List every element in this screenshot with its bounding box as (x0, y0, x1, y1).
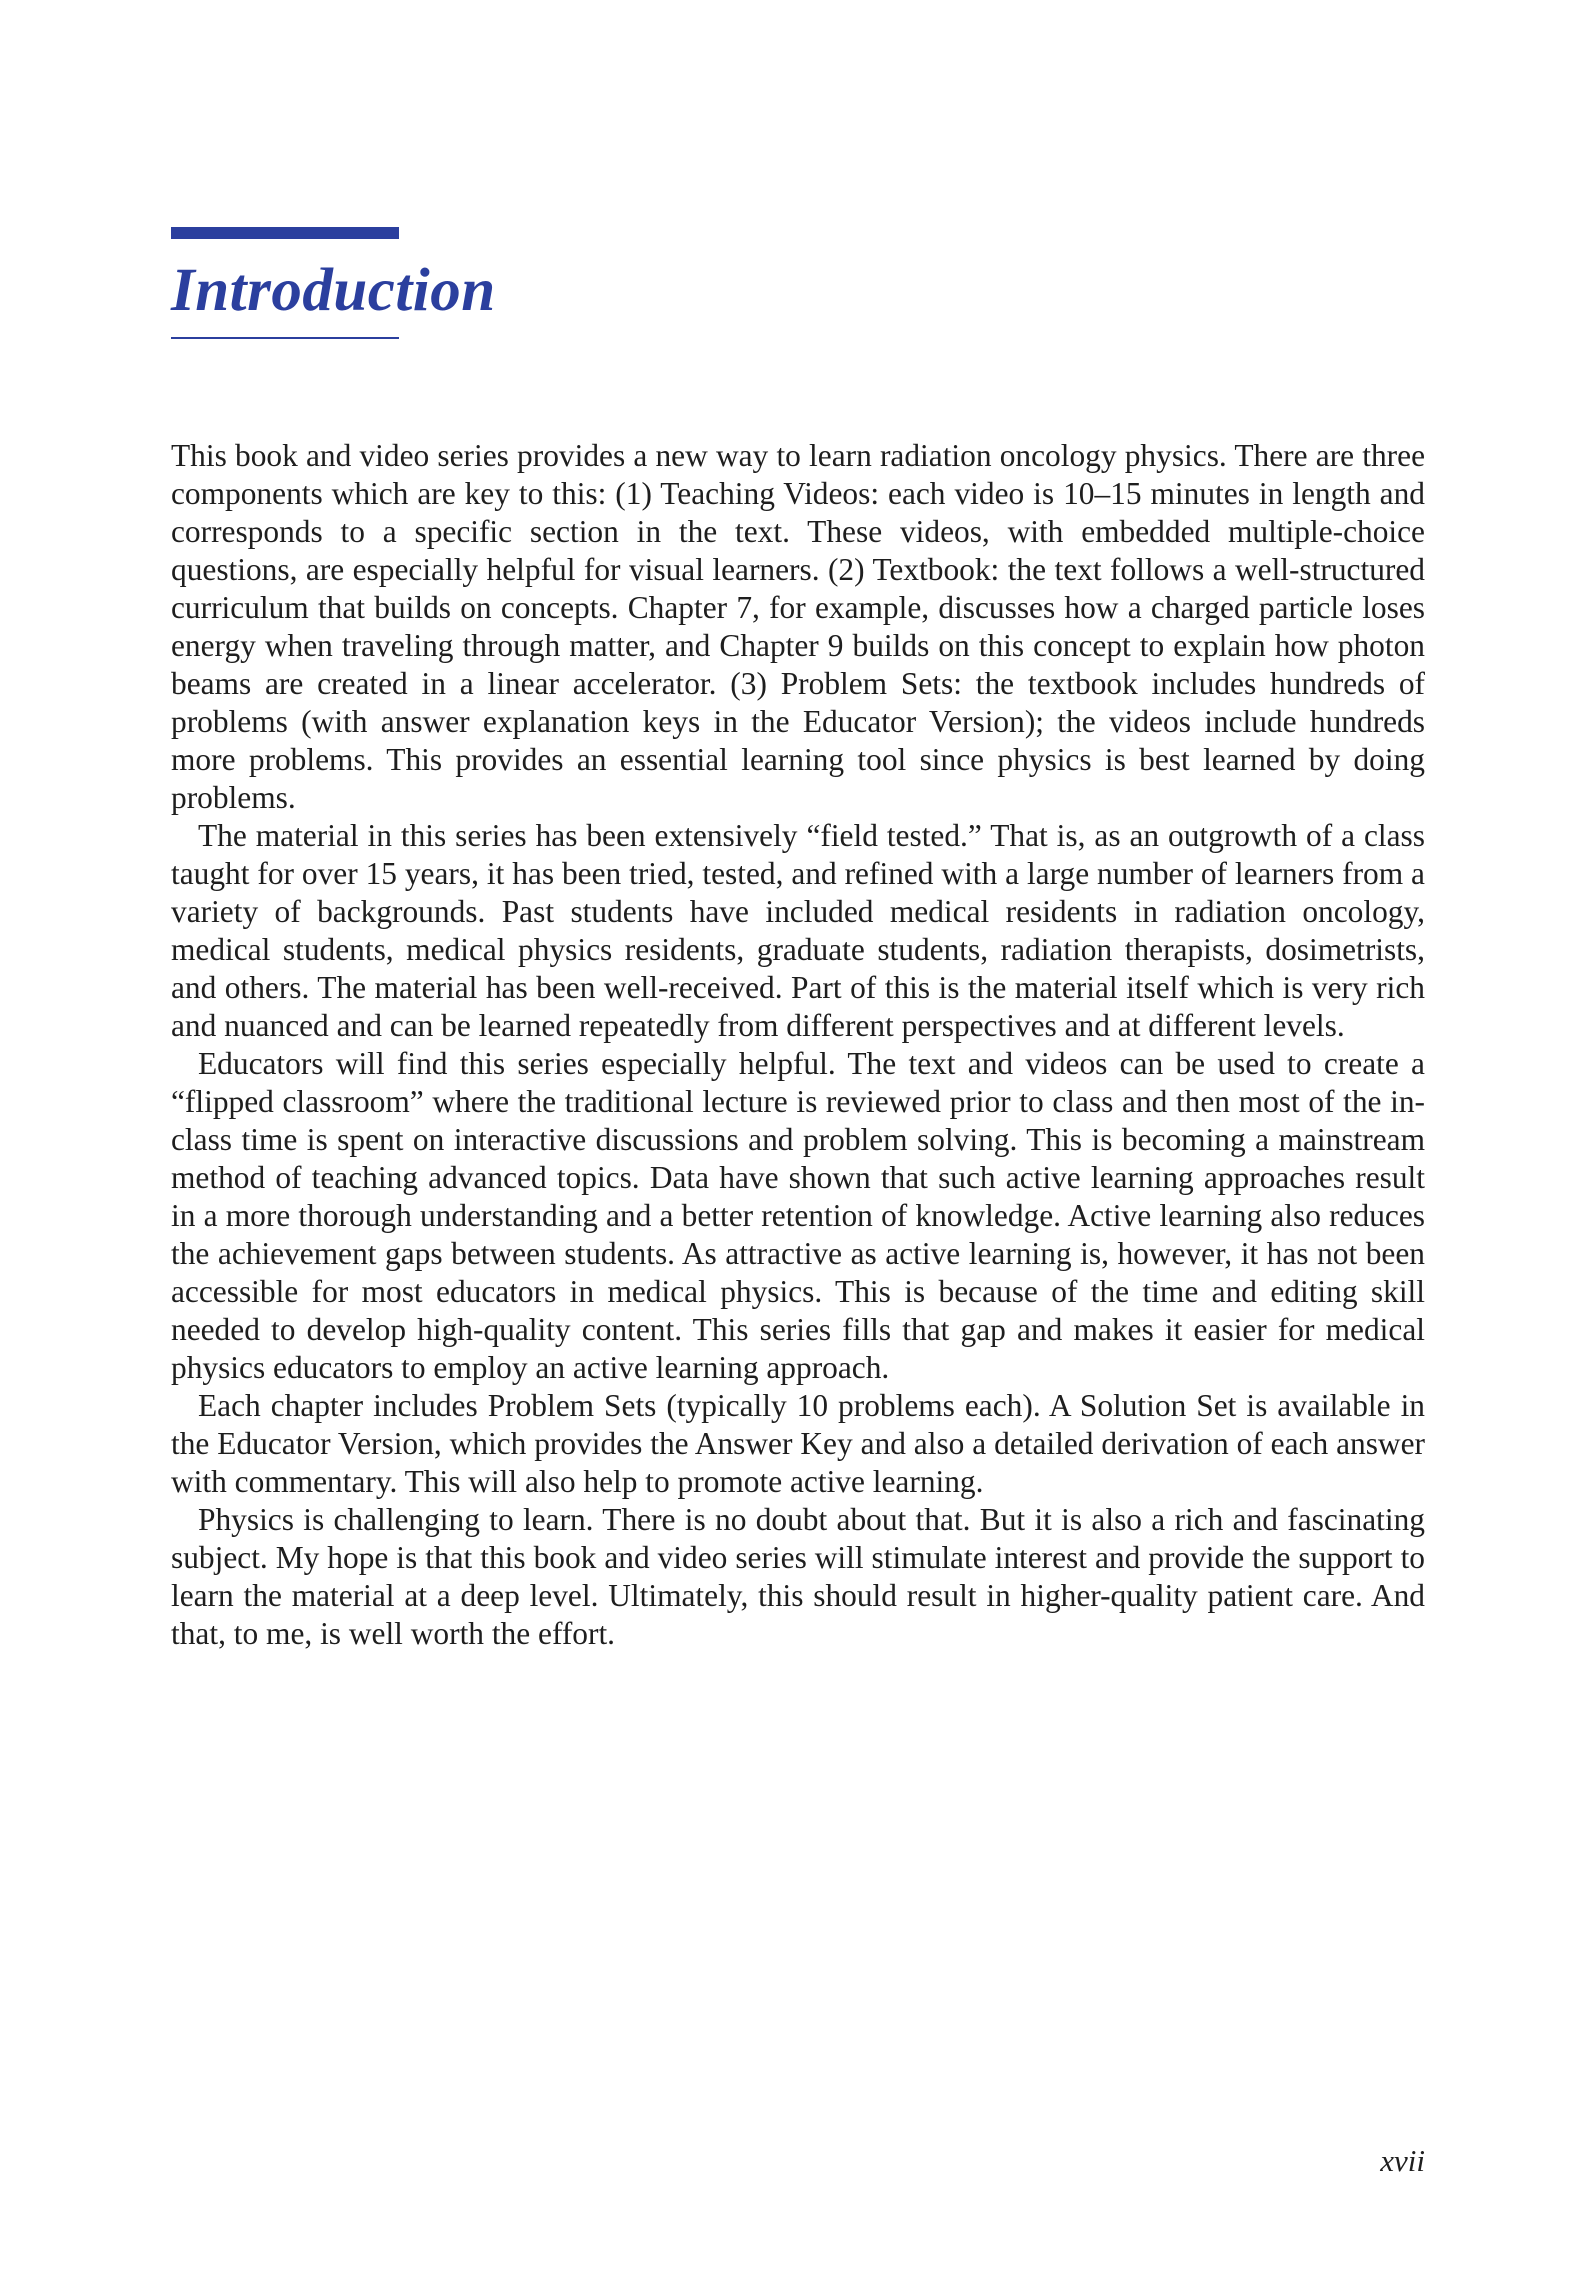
paragraph-problem-sets: Each chapter includes Problem Sets (typically 10 problems each). A Solution Set is available in the Educator Version, which provides the Answer Key and also a detailed derivation of each answer with commentary. This will also help to promote active learning. (171, 1388, 1425, 1499)
chapter-heading (171, 227, 496, 339)
paragraph-intro: This book and video series provides a new way to learn radiation oncology physics. There are three components which are key to this: (1) Teaching Videos: each video is 10–15 minutes in length and corresponds to a specific section in the text. These videos, with embedded multiple-choice questions, are especially helpful for visual learners. (2) Textbook: the text follows a well-structured curriculum that builds on concepts. Chapter 7, for example, discusses how a charged particle loses energy when traveling through matter, and Chapter 9 builds on this concept to explain how photon beams are created in a linear accelerator. (3) Problem Sets: the textbook includes hundreds of problems (with answer explanation keys in the Educator Version); the videos include hundreds more problems. This provides an essential learning tool since physics is best learned by doing problems. (171, 438, 1425, 815)
heading-rule-top (171, 227, 399, 239)
body-text (171, 437, 1425, 1653)
paragraph-field-tested: The material in this series has been extensively “field tested.” That is, as an outgrowth of a class taught for over 15 years, it has been tried, tested, and refined with a large number of learners from a variety of backgrounds. Past students have included medical residents in radiation oncology, medical students, medical physics residents, graduate students, radiation therapists, dosimetrists, and others. The material has been well-received. Part of this is the material itself which is very rich and nuanced and can be learned repeatedly from different perspectives and at different levels. (171, 818, 1425, 1043)
chapter-title: Introduction (171, 257, 496, 324)
paragraph-educators: Educators will find this series especially helpful. The text and videos can be used to create a “flipped classroom” where the traditional lecture is reviewed prior to class and then most of the in-class time is spent on interactive discussions and problem solving. This is becoming a mainstream method of teaching advanced topics. Data have shown that such active learning approaches result in a more thorough understanding and a better retention of knowledge. Active learning also reduces the achievement gaps between students. As attractive as active learning is, however, it has not been accessible for most educators in medical physics. This is because of the time and editing skill needed to develop high-quality content. This series fills that gap and makes it easier for medical physics educators to employ an active learning approach. (171, 1046, 1425, 1385)
heading-rule-bottom (171, 337, 399, 339)
paragraph-closing: Physics is challenging to learn. There is no doubt about that. But it is also a rich and fascinating subject. My hope is that this book and video series will stimulate interest and provide the support to learn the material at a deep level. Ultimately, this should result in higher-quality patient care. And that, to me, is well worth the effort. (171, 1502, 1425, 1651)
page-number: xvii (1380, 2143, 1425, 2178)
